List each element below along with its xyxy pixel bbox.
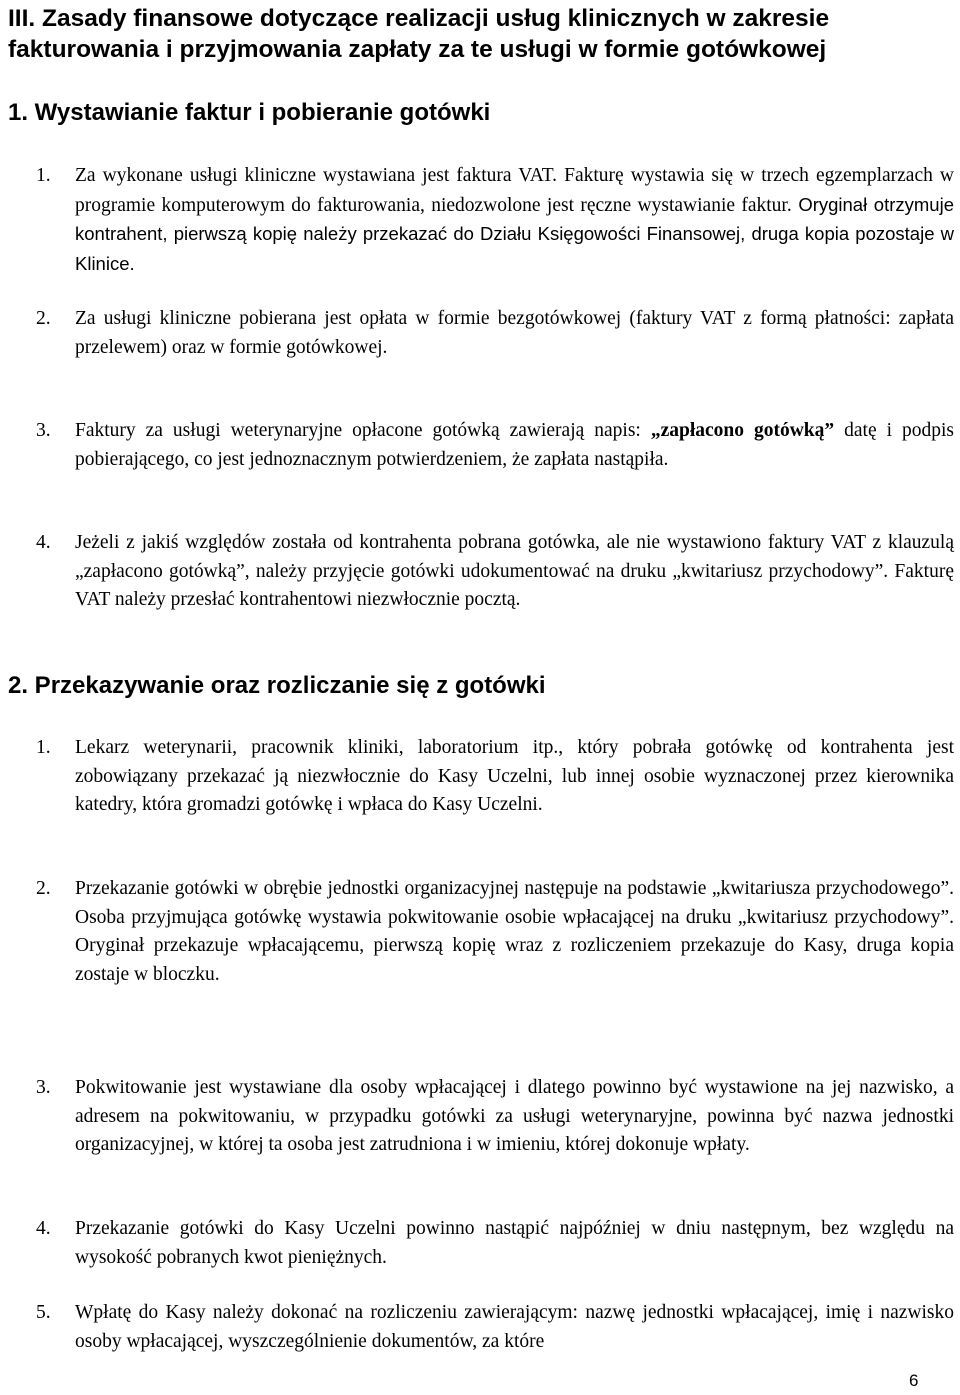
item-number: 5.: [36, 1302, 51, 1323]
item-number: 2.: [36, 308, 51, 329]
item-number: 4.: [36, 1218, 51, 1239]
list-item: [30, 305, 954, 362]
item-number: 4.: [36, 532, 51, 553]
item-text-continued: datę i podpis pobierającego, co jest jednoznacznym potwierdzeniem, że zapłata nastąpiła.: [75, 420, 954, 470]
item-text: Faktury za usługi weterynaryjne opłacone gotówką zawierają napis:: [75, 420, 651, 441]
list-item: [30, 1074, 954, 1160]
item-number: 3.: [36, 420, 51, 441]
item-number: 1.: [36, 737, 51, 758]
item-text: Lekarz weterynarii, pracownik kliniki, laboratorium itp., który pobrała gotówkę od kontrahenta jest zobowiązany przekazać ją niezwłocznie do Kasy Uczelni, lub innej osobie wyznaczonej przez kierownika katedry, która gromadzi gotówkę i wpłaca do Kasy Uczelni.: [75, 737, 954, 816]
item-text: Przekazanie gotówki do Kasy Uczelni powinno nastąpić najpóźniej w dniu następnym, bez względu na wysokość pobranych kwot pieniężnych.: [75, 1218, 954, 1268]
item-text: Wpłatę do Kasy należy dokonać na rozliczeniu zawierającym: nazwę jednostki wpłacającej, imię i nazwisko osoby wpłacającej, wyszczególnienie dokumentów, za które: [75, 1302, 954, 1352]
item-text: Za wykonane usługi kliniczne wystawiana jest faktura VAT. Fakturę wystawia się w trzech egzemplarzach w programie komputerowym do fakturowania, niedozwolone jest ręczne wystawianie faktur.: [75, 165, 954, 216]
item-number: 3.: [36, 1077, 51, 1098]
list-item: [30, 417, 954, 474]
item-number: 2.: [36, 878, 51, 899]
item-text-bold: „zapłacono gotówką”: [650, 420, 835, 441]
list-item: [30, 875, 954, 989]
list-item: [30, 1215, 954, 1272]
item-text: Przekazanie gotówki w obrębie jednostki organizacyjnej następuje na podstawie „kwitariusza przychodowego”. Osoba przyjmująca gotówkę wystawia pokwitowanie osobie wpłacającej na druku „kwitariusz przychodowy”. Oryginał przekazuje wpłacającemu, pierwszą kopię wraz z rozliczeniem przekazuje do Kasy, druga kopia zostaje w bloczku.: [75, 878, 954, 985]
item-number: 1.: [36, 165, 51, 186]
list-item: [30, 1299, 954, 1356]
page-number: 6: [909, 1371, 919, 1390]
list-item: [30, 734, 954, 820]
item-text: Pokwitowanie jest wystawiane dla osoby wpłacającej i dlatego powinno być wystawione na jej nazwisko, a adresem na pokwitowaniu, w przypadku gotówki za usługi weterynaryjne, powinna być nazwa jednostki organizacyjnej, w której ta osoba jest zatrudniona i w imieniu, której dokonuje wpłaty.: [75, 1077, 954, 1156]
section-title: III. Zasady finansowe dotyczące realizacji usług klinicznych w zakresie fakturowania i przyjmowania zapłaty za te usługi w formie gotówkowej: [8, 5, 830, 63]
list-item: [30, 162, 954, 279]
list-item: [30, 529, 954, 615]
subsection-heading-invoices: 1. Wystawianie faktur i pobieranie gotówki: [8, 99, 491, 126]
item-text: Jeżeli z jakiś względów została od kontrahenta pobrana gotówka, ale nie wystawiono faktury VAT z klauzulą „zapłacono gotówką”, należy przyjęcie gotówki udokumentować na druku „kwitariusz przychodowy”. Fakturę VAT należy przesłać kontrahentowi niezwłocznie pocztą.: [75, 532, 954, 611]
subsection-heading-cash: 2. Przekazywanie oraz rozliczanie się z gotówki: [8, 672, 546, 699]
item-text: Za usługi kliniczne pobierana jest opłata w formie bezgotówkowej (faktury VAT z formą płatności: zapłata przelewem) oraz w formie gotówkowej.: [75, 308, 954, 358]
item-text-continued: Oryginał otrzymuje kontrahent, pierwszą kopię należy przekazać do Działu Księgowości Finansowej, druga kopia pozostaje w Klinice.: [75, 193, 954, 274]
